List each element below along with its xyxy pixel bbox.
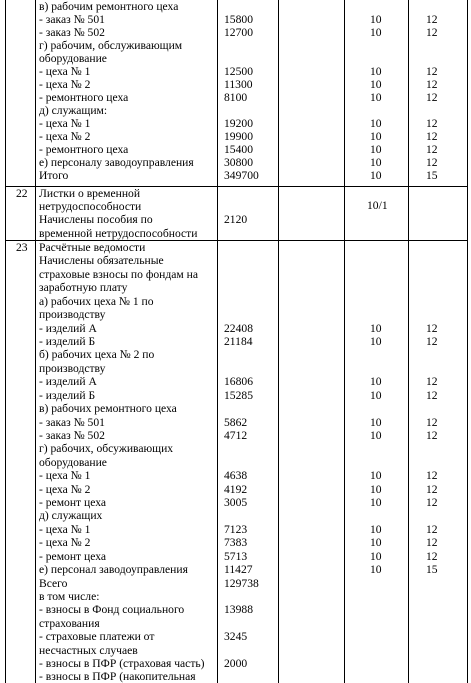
- line-amount: 30800: [224, 156, 253, 169]
- line-credit-account: 15: [426, 169, 438, 182]
- line-description: - цеха № 2: [39, 536, 91, 550]
- line-amount: 19900: [224, 130, 253, 143]
- line-description: - ремонт цеха: [39, 496, 106, 509]
- line-debit-account: 10: [370, 78, 382, 91]
- line-debit-account: 10: [370, 415, 382, 429]
- line-amount: 12700: [224, 26, 253, 39]
- line-description: - цеха № 1: [39, 469, 91, 483]
- line-debit-account: 10: [370, 522, 382, 536]
- column-divider-no: [35, 0, 36, 683]
- column-divider-description: [217, 0, 218, 683]
- line-credit-account: 12: [426, 415, 438, 429]
- line-description: Расчётные ведомости: [39, 241, 146, 254]
- line-description: г) рабочим, обслуживающим: [39, 39, 183, 52]
- line-description: - заказ № 502: [39, 428, 105, 442]
- line-description: е) персоналу заводоуправления: [39, 156, 194, 169]
- line-credit-account: 12: [426, 143, 438, 156]
- line-description: б) рабочих цеха № 2 по: [39, 348, 155, 362]
- line-debit-account: 10: [370, 26, 382, 39]
- line-credit-account: 12: [426, 65, 438, 78]
- line-amount: 15800: [224, 13, 253, 26]
- line-credit-account: 12: [426, 375, 438, 389]
- line-description: - заказ № 502: [39, 26, 105, 39]
- line-amount: 7383: [224, 536, 248, 550]
- line-amount: 15400: [224, 143, 253, 156]
- line-description: временной нетрудоспособности: [39, 226, 198, 240]
- line-amount: 2000: [224, 657, 248, 670]
- line-description: заработную плату: [39, 281, 128, 295]
- line-debit-account: 10: [370, 469, 382, 483]
- line-description: производству: [39, 308, 106, 322]
- line-amount: 3245: [224, 630, 248, 644]
- line-amount: 16806: [224, 375, 253, 389]
- line-amount: 4712: [224, 428, 248, 442]
- line-description: - цеха № 2: [39, 482, 91, 496]
- line-description: - цеха № 1: [39, 65, 91, 78]
- table-border-left: [5, 0, 6, 683]
- line-description: - взносы в ПФР (страховая часть): [39, 657, 205, 670]
- line-description: Начислены обязательные: [39, 254, 164, 268]
- line-credit-account: 12: [426, 117, 438, 130]
- line-description: Итого: [39, 169, 69, 182]
- line-amount: 4638: [224, 469, 248, 483]
- line-credit-account: 12: [426, 321, 438, 335]
- line-debit-account: 10: [370, 334, 382, 348]
- line-debit-account: 10: [370, 388, 382, 402]
- line-description: а) рабочих цеха № 1 по: [39, 294, 154, 308]
- line-description: - изделий А: [39, 375, 97, 389]
- line-credit-account: 12: [426, 334, 438, 348]
- line-credit-account: 12: [426, 549, 438, 563]
- line-debit-account: 10: [370, 549, 382, 563]
- line-debit-account: 10: [370, 428, 382, 442]
- row-number: 23: [16, 241, 28, 254]
- line-description: д) служащих: [39, 509, 103, 523]
- line-description: - изделий А: [39, 321, 97, 335]
- line-debit-account: 10: [370, 156, 382, 169]
- line-description: - заказ № 501: [39, 415, 105, 429]
- line-description: д) служащим:: [39, 104, 108, 117]
- account-reference: 10/1: [367, 199, 388, 212]
- line-description: в) рабочих ремонтного цеха: [39, 402, 177, 415]
- line-description: страхования: [39, 616, 100, 630]
- line-amount: 21184: [224, 334, 253, 348]
- line-description: страховые взносы по фондам на: [39, 267, 198, 281]
- line-description: - страховые платежи от: [39, 630, 155, 644]
- line-debit-account: 10: [370, 496, 382, 509]
- column-divider-blank: [344, 0, 345, 683]
- line-debit-account: 10: [370, 169, 382, 182]
- line-description: оборудование: [39, 52, 107, 65]
- line-description: Всего: [39, 576, 68, 590]
- line-amount: 8100: [224, 91, 248, 104]
- line-description: Листки о временной: [39, 187, 141, 200]
- line-amount: 13988: [224, 603, 253, 617]
- line-amount: 22408: [224, 321, 253, 335]
- line-amount: 11427: [224, 563, 253, 577]
- line-debit-account: 10: [370, 130, 382, 143]
- line-credit-account: 12: [426, 469, 438, 483]
- line-amount: 4192: [224, 482, 248, 496]
- line-description: несчастных случаев: [39, 643, 138, 657]
- table-border-right: [467, 0, 468, 683]
- line-amount: 5862: [224, 415, 248, 429]
- row-number: 22: [16, 187, 28, 200]
- line-description: - ремонтного цеха: [39, 143, 129, 156]
- line-credit-account: 12: [426, 26, 438, 39]
- line-description: - изделий Б: [39, 388, 96, 402]
- line-description: производству: [39, 361, 106, 375]
- line-amount: 15285: [224, 388, 253, 402]
- line-description: - цеха № 2: [39, 78, 91, 91]
- line-debit-account: 10: [370, 321, 382, 335]
- line-credit-account: 12: [426, 522, 438, 536]
- line-credit-account: 12: [426, 428, 438, 442]
- line-debit-account: 10: [370, 563, 382, 577]
- line-credit-account: 12: [426, 388, 438, 402]
- line-debit-account: 10: [370, 536, 382, 550]
- line-description: - цеха № 2: [39, 130, 91, 143]
- line-credit-account: 12: [426, 482, 438, 496]
- line-description: в том числе:: [39, 589, 100, 603]
- column-divider-amount: [278, 0, 279, 683]
- line-debit-account: 10: [370, 91, 382, 104]
- line-description: в) рабочим ремонтного цеха: [39, 0, 179, 13]
- line-description: - ремонтного цеха: [39, 91, 129, 104]
- line-credit-account: 12: [426, 13, 438, 26]
- line-debit-account: 10: [370, 482, 382, 496]
- line-credit-account: 12: [426, 536, 438, 550]
- line-description: Начислены пособия по: [39, 213, 153, 227]
- line-debit-account: 10: [370, 375, 382, 389]
- line-description: - ремонт цеха: [39, 549, 106, 563]
- line-description: нетрудоспособности: [39, 200, 142, 214]
- line-credit-account: 12: [426, 91, 438, 104]
- line-description: - изделий Б: [39, 334, 96, 348]
- line-amount: 11300: [224, 78, 253, 91]
- line-debit-account: 10: [370, 65, 382, 78]
- line-amount: 7123: [224, 522, 248, 536]
- line-amount: 349700: [224, 169, 259, 182]
- line-credit-account: 15: [426, 563, 438, 577]
- line-debit-account: 10: [370, 13, 382, 26]
- line-credit-account: 12: [426, 496, 438, 509]
- column-divider-debit: [408, 0, 409, 683]
- line-amount: 19200: [224, 117, 253, 130]
- line-description: оборудование: [39, 455, 107, 469]
- line-description: е) персонал заводоуправления: [39, 563, 188, 577]
- line-debit-account: 10: [370, 143, 382, 156]
- line-debit-account: 10: [370, 117, 382, 130]
- line-description: - цеха № 1: [39, 117, 91, 130]
- line-credit-account: 12: [426, 130, 438, 143]
- line-description: - цеха № 1: [39, 522, 91, 536]
- line-amount: 2120: [224, 213, 248, 227]
- line-description: г) рабочих, обсуживающих: [39, 442, 174, 456]
- line-amount: 12500: [224, 65, 253, 78]
- line-amount: 129738: [224, 576, 259, 590]
- line-credit-account: 12: [426, 78, 438, 91]
- line-description: - взносы в Фонд социального: [39, 603, 185, 617]
- line-description: - взносы в ПФР (накопительная: [39, 670, 196, 683]
- line-credit-account: 12: [426, 156, 438, 169]
- line-amount: 3005: [224, 496, 248, 509]
- line-amount: 5713: [224, 549, 248, 563]
- line-description: - заказ № 501: [39, 13, 105, 26]
